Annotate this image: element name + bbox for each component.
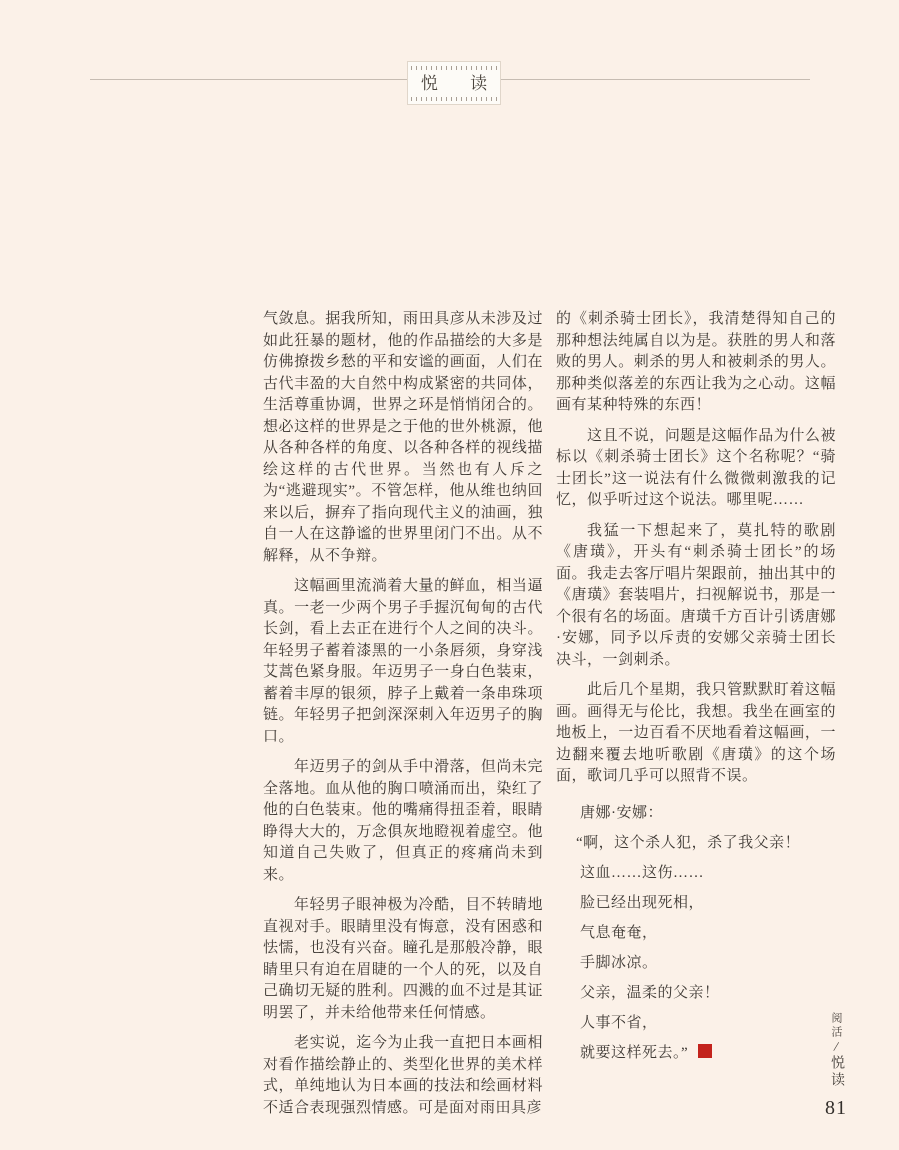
lyric-speaker-line: 唐娜·安娜： <box>580 804 663 821</box>
lyric-line: 脸已经出现死相， <box>580 894 705 911</box>
paragraph: 老实说，迄今为止我一直把日本画相对看作描绘静止的、类型化世界的美术样式，单纯地认为日本画的技法和绘画材料不适合表现强烈情感。可是面对雨田具彦 <box>263 1035 543 1116</box>
paragraph: 这且不说，问题是这幅作品为什么被标以《刺杀骑士团长》这个名称呢？“骑士团长”这一说法有什么微微刺激我的记忆，似乎听过这个说法。哪里呢…… <box>556 427 836 508</box>
lyric-line: 手脚冰凉。 <box>580 954 658 971</box>
perforation-border-bottom <box>411 96 497 101</box>
paragraph: 气敛息。据我所知，雨田具彦从未涉及过如此狂暴的题材，他的作品描绘的大多是仿佛撩拨乡愁的平和安谧的画面，人们在古代丰盈的大自然中构成紧密的共同体，生活尊重协调，世界之环是悄悄闭合的。想必这样的世界是之于他的世外桃源，他从各种各样的角度、以各种各样的视线描绘这样的古代世界。当然也有人斥之为“逃避现实”。不管怎样，他从维也纳回来以后，摒弃了指向现代主义的油画，独自一人在这静谧的世界里闭门不出。从不解释，从不争辩。 <box>263 311 543 564</box>
lyric-line: “啊，这个杀人犯，杀了我父亲！ <box>576 834 801 851</box>
paragraph: 这幅画里流淌着大量的鲜血，相当逼真。一老一少两个男子手握沉甸甸的古代长剑，看上去正在进行个人之间的决斗。年轻男子蓄着漆黑的一小条唇须，身穿浅艾蒿色紧身服。年迈男子一身白色装束，蓄着丰厚的银须，脖子上戴着一条串珠项链。年轻男子把剑深深刺入年迈男子的胸口。 <box>263 578 543 745</box>
page-number: 81 <box>825 1097 847 1119</box>
lyric-line-text: 就要这样死去。” <box>580 1044 689 1061</box>
paragraph: 年迈男子的剑从手中滑落，但尚未完全落地。血从他的胸口喷涌而出，染红了他的白色装束。他的嘴痛得扭歪着，眼睛睁得大大的，万念俱灰地瞪视着虚空。他知道自己失败了，但真正的疼痛尚未到来。 <box>263 759 543 883</box>
page-edge-sidebar <box>818 1012 854 1120</box>
section-title: 悦 读 <box>420 73 502 93</box>
sidebar-label-bottom: 悦读 <box>829 1055 844 1089</box>
sidebar-slash-separator: / <box>832 1039 840 1056</box>
section-title-box <box>407 61 501 105</box>
paragraph: 的《刺杀骑士团长》，我清楚得知自己的那种想法纯属自以为是。获胜的男人和落败的男人。刺杀的男人和被刺杀的男人。那种类似落差的东西让我为之心动。这幅画有某种特殊的东西！ <box>556 311 836 413</box>
right-text-column <box>556 309 836 1068</box>
sidebar-label-top: 阅活 <box>830 1012 842 1040</box>
perforation-border-top <box>411 65 497 70</box>
lyric-line: 父亲，温柔的父亲！ <box>580 984 720 1001</box>
lyric-line: 这血……这伤…… <box>580 864 705 881</box>
paragraph: 年轻男子眼神极为冷酷，目不转睛地直视对手。眼睛里没有悔意，没有困惑和怯懦，也没有兴奋。瞳孔是那般冷静，眼睛里只有迫在眉睫的一个人的死，以及自己确切无疑的胜利。四溅的血不过是其证明罢了，并未给他带来任何情感。 <box>263 897 543 1021</box>
paragraph: 我猛一下想起来了，莫扎特的歌剧《唐璜》，开头有“刺杀骑士团长”的场面。我走去客厅唱片架跟前，抽出其中的《唐璜》套装唱片，扫视解说书，那是一个很有名的场面。唐璜千方百计引诱唐娜·安娜，同予以斥责的安娜父亲骑士团长决斗，一剑刺杀。 <box>556 522 836 668</box>
end-of-article-mark <box>698 1044 712 1058</box>
lyric-line: 人事不省， <box>580 1014 658 1031</box>
lyric-line <box>556 1038 836 1068</box>
lyric-line: 气息奄奄， <box>580 924 658 941</box>
paragraph: 此后几个星期，我只管默默盯着这幅画。画得无与伦比，我想。我坐在画室的地板上，一边百看不厌地看着这幅画，一边翻来覆去地听歌剧《唐璜》的这个场面，歌词几乎可以照背不误。 <box>556 682 836 784</box>
left-text-column <box>263 309 543 1119</box>
